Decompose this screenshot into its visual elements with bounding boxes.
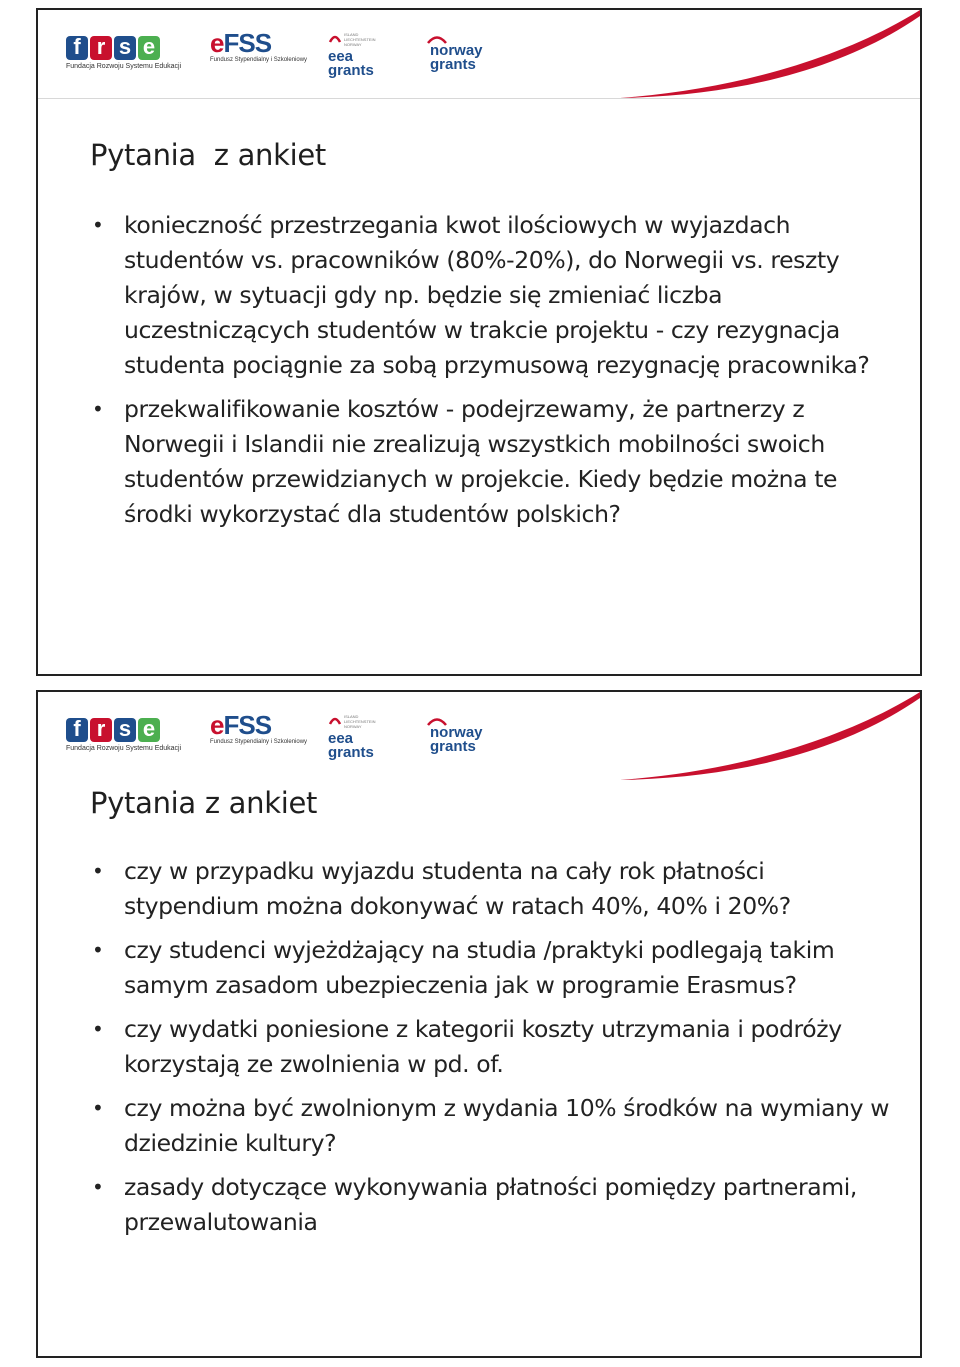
list-item: • czy wydatki poniesione z kategorii koszty utrzymania i podróży korzystają ze zwolnienia w pd. of. <box>90 1012 890 1082</box>
frse-letter: r <box>90 718 112 742</box>
fss-prefix: e <box>210 710 224 740</box>
list-item: • czy studenci wyjeżdżający na studia /praktyki podlegają takim samym zasadom ubezpieczenia jak w programie Erasmus? <box>90 933 890 1003</box>
frse-logo <box>66 34 182 84</box>
frse-letter: e <box>138 718 160 742</box>
norway-grants-logo <box>426 42 496 90</box>
bullet-list <box>90 854 890 1249</box>
list-item: • przekwalifikowanie kosztów - podejrzewamy, że partnerzy z Norwegii i Islandii nie zrealizują wszystkich mobilności swoich studentów przewidzianych w projekcie. Kiedy będzie można te środki wykorzystać dla studentów polskich? <box>90 392 890 532</box>
frse-letter: r <box>90 36 112 60</box>
eea-grants-word: grants <box>328 744 374 761</box>
frse-letter: s <box>114 718 136 742</box>
efss-logo <box>210 710 308 768</box>
norway-word: norway <box>430 42 483 59</box>
efss-logo <box>210 28 308 86</box>
fss-caption: Fundusz Stypendialny i Szkoleniowy <box>210 739 308 745</box>
frse-letter: s <box>114 36 136 60</box>
bullet-list <box>90 208 890 541</box>
list-item: • czy w przypadku wyjazdu studenta na cały rok płatności stypendium można dokonywać w ratach 40%, 40% i 20%? <box>90 854 890 924</box>
eea-grants-word: grants <box>328 62 374 79</box>
list-item: • konieczność przestrzegania kwot ilościowych w wyjazdach studentów vs. pracowników (80%-20%), do Norwegii vs. reszty krajów, w sytuacji gdy np. będzie się zmieniać liczba uczestniczących studentów w trakcie projektu - czy rezygnacja studenta pociągnie za sobą przymusową rezygnację pracownika? <box>90 208 890 383</box>
fss-word: FSS <box>223 710 272 740</box>
list-item: • zasady dotyczące wykonywania płatności pomiędzy partnerami, przewalutowania <box>90 1170 890 1240</box>
list-item: • czy można być zwolnionym z wydania 10% środków na wymiany w dziedzinie kultury? <box>90 1091 890 1161</box>
slide-title: Pytania z ankiet <box>90 138 326 172</box>
slide-2 <box>36 690 922 1358</box>
fss-prefix: e <box>210 28 224 58</box>
eea-grants-logo <box>328 32 404 90</box>
frse-caption: Fundacja Rozwoju Systemu Edukacji <box>66 63 182 70</box>
eea-small-text: ISLAND LIECHTENSTEIN NORWAY <box>344 714 376 729</box>
header-divider <box>38 98 920 99</box>
eea-small-text: ISLAND LIECHTENSTEIN NORWAY <box>344 32 376 47</box>
slide-1 <box>36 8 922 676</box>
norway-word: norway <box>430 724 483 741</box>
fss-word: FSS <box>223 28 272 58</box>
header-swoosh-icon <box>620 10 920 98</box>
norway-grants-logo <box>426 724 496 772</box>
eea-mark-icon <box>328 32 342 46</box>
slide-header <box>38 692 920 780</box>
slide-title: Pytania z ankiet <box>90 786 318 820</box>
frse-letter: f <box>66 718 88 742</box>
slide-header <box>38 10 920 98</box>
norway-grants-word: grants <box>430 56 476 73</box>
eea-grants-logo <box>328 714 404 772</box>
fss-caption: Fundusz Stypendialny i Szkoleniowy <box>210 57 308 63</box>
frse-caption: Fundacja Rozwoju Systemu Edukacji <box>66 745 182 752</box>
frse-letter: e <box>138 36 160 60</box>
eea-mark-icon <box>328 714 342 728</box>
eea-word: eea <box>328 48 354 65</box>
header-swoosh-icon <box>620 692 920 780</box>
frse-logo <box>66 716 182 766</box>
frse-letter: f <box>66 36 88 60</box>
norway-grants-word: grants <box>430 738 476 755</box>
eea-word: eea <box>328 730 354 747</box>
